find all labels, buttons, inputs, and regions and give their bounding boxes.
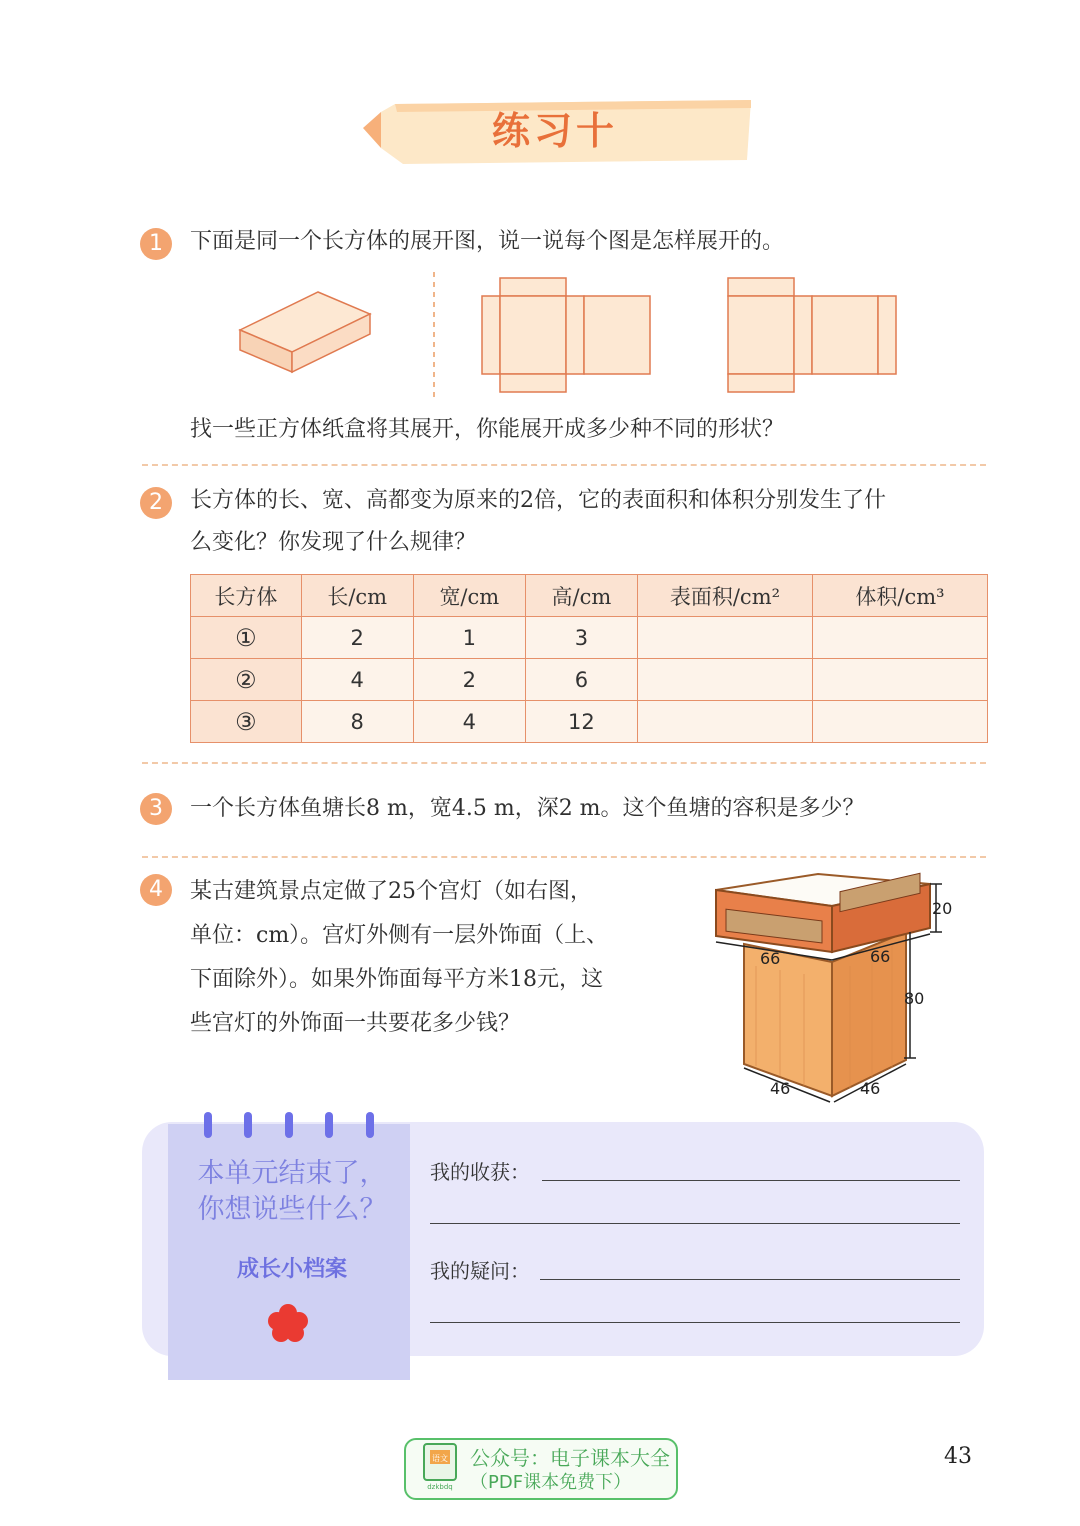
notebook-ring [325, 1112, 333, 1138]
dim-top-left: 66 [760, 949, 781, 968]
dim-bottom-left: 46 [770, 1079, 791, 1098]
question-number-3: 3 [140, 793, 172, 825]
table-cell: 2 [413, 659, 525, 701]
dim-top-height: 20 [932, 899, 953, 918]
table-cell: 12 [525, 701, 637, 743]
question-label: 我的疑问： [430, 1259, 530, 1283]
table-cell: ② [191, 659, 302, 701]
table-cell-blank[interactable] [637, 659, 812, 701]
dim-top-right: 66 [870, 947, 891, 966]
footer-line2: （PDF课本免费下） [470, 1472, 632, 1493]
table-row [191, 701, 988, 743]
table-cell-blank[interactable] [812, 701, 987, 743]
question-number-4: 4 [140, 874, 172, 906]
notebook-ring [285, 1112, 293, 1138]
question-1-followup: 找一些正方体纸盒将其展开，你能展开成多少种不同的形状？ [190, 417, 785, 442]
section-divider [142, 856, 986, 858]
question-2-text-line1: 长方体的长、宽、高都变为原来的2倍，它的表面积和体积分别发生了什 [190, 488, 886, 513]
dim-body-height: 80 [904, 989, 925, 1008]
table-cell: 4 [301, 659, 413, 701]
question-4-line: 某古建筑景点定做了25个宫灯（如右图， [190, 879, 592, 904]
page-number: 43 [944, 1444, 972, 1469]
table-cell-blank[interactable] [812, 659, 987, 701]
cuboid-nets-figure [236, 268, 916, 400]
growth-prompt-line1: 本单元结束了， [197, 1158, 387, 1189]
gain-answer-line[interactable] [542, 1180, 960, 1181]
book-icon-label: 语文 [432, 1454, 448, 1463]
growth-prompt-line2: 你想说些什么？ [197, 1194, 387, 1225]
notebook-ring [366, 1112, 374, 1138]
question-answer-line-2[interactable] [430, 1322, 960, 1323]
table-row [191, 659, 988, 701]
table-cell-blank[interactable] [637, 617, 812, 659]
table-header-row [191, 575, 988, 617]
growth-prompt [184, 1156, 400, 1228]
gain-label: 我的收获： [430, 1160, 530, 1184]
net-2 [728, 278, 896, 392]
table-cell-blank[interactable] [812, 617, 987, 659]
gain-answer-line-2[interactable] [430, 1223, 960, 1224]
dim-bottom-right: 46 [860, 1079, 881, 1098]
table-cell: 4 [413, 701, 525, 743]
notebook-ring [204, 1112, 212, 1138]
question-4-line: 单位：cm）。宫灯外侧有一层外饰面（上、 [190, 923, 609, 948]
table-cell: 6 [525, 659, 637, 701]
book-icon [418, 1442, 462, 1492]
question-1-text: 下面是同一个长方体的展开图，说一说每个图是怎样展开的。 [190, 229, 785, 254]
cuboid-data-table [190, 574, 988, 743]
section-divider [142, 464, 986, 466]
table-header: 宽/cm [413, 575, 525, 617]
book-icon-caption: dzkbdq [427, 1483, 453, 1491]
question-number-2: 2 [140, 487, 172, 519]
table-cell: 2 [301, 617, 413, 659]
table-cell: 1 [413, 617, 525, 659]
question-2-text-line2: 么变化？你发现了什么规律？ [190, 530, 477, 555]
table-header: 表面积/cm² [637, 575, 812, 617]
table-header: 高/cm [525, 575, 637, 617]
palace-lantern-illustration [700, 866, 962, 1106]
table-cell: 3 [525, 617, 637, 659]
growth-subtitle: 成长小档案 [236, 1257, 347, 1282]
table-header: 体积/cm³ [812, 575, 987, 617]
table-header: 长方体 [191, 575, 302, 617]
section-divider [142, 762, 986, 764]
question-4-line: 下面除外）。如果外饰面每平方米18元，这 [190, 967, 603, 992]
table-cell: ① [191, 617, 302, 659]
net-1 [482, 278, 650, 392]
footer-line1: 公众号：电子课本大全 [470, 1446, 670, 1470]
flower-icon [266, 1302, 310, 1344]
question-3-text: 一个长方体鱼塘长8 m，宽4.5 m，深2 m。这个鱼塘的容积是多少？ [190, 796, 865, 821]
table-cell-blank[interactable] [637, 701, 812, 743]
table-cell: ③ [191, 701, 302, 743]
page-title: 练习十 [491, 108, 618, 153]
question-answer-line[interactable] [540, 1279, 960, 1280]
question-number-1: 1 [140, 228, 172, 260]
table-header: 长/cm [301, 575, 413, 617]
table-cell: 8 [301, 701, 413, 743]
table-row [191, 617, 988, 659]
cuboid-illustration [240, 292, 370, 372]
question-4-line: 些宫灯的外饰面一共要花多少钱？ [190, 1011, 521, 1036]
notebook-ring [244, 1112, 252, 1138]
